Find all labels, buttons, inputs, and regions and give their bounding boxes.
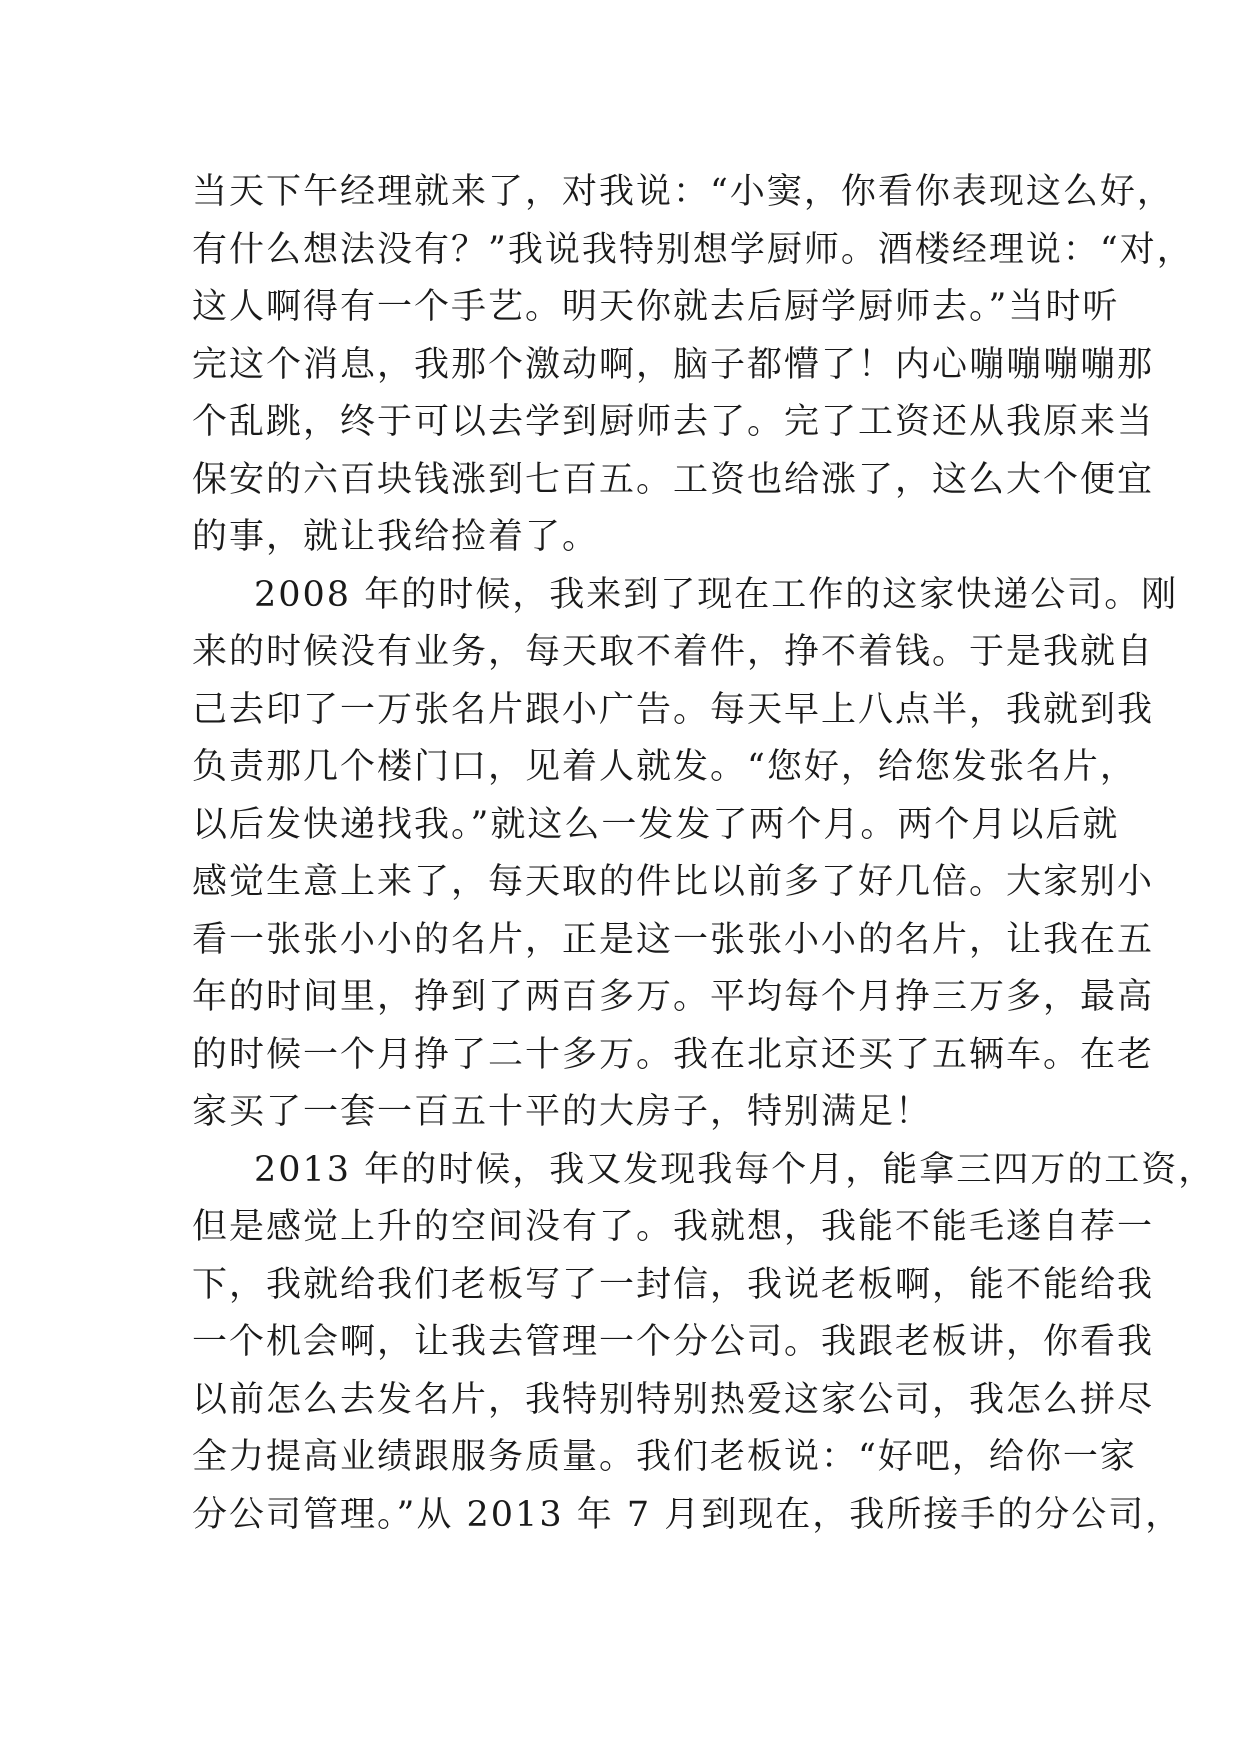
text-line: 年的时间里，挣到了两百多万。平均每个月挣三万多，最高 [192,977,1155,1017]
text-line: 以后发快递找我。”就这么一发发了两个月。两个月以后就 [192,804,1120,845]
text-line: 的事，就让我给捡着了。 [192,517,600,557]
text-line: 这人啊得有一个手艺。明天你就去后厨学厨师去。”当时听 [192,287,1120,327]
text-line: 但是感觉上升的空间没有了。我就想，我能不能毛遂自荐一 [192,1207,1155,1247]
text-line: 保安的六百块钱涨到七百五。工资也给涨了，这么大个便宜 [192,459,1155,500]
text-line: 己去印了一万张名片跟小广告。每天早上八点半，我就到我 [192,689,1155,730]
paragraph-2 [192,567,1179,1142]
text-line: 来的时候没有业务，每天取不着件，挣不着钱。于是我就自 [192,632,1155,672]
text-line: 的时候一个月挣了二十多万。我在北京还买了五辆车。在老 [192,1034,1155,1075]
text-line: 2008 年的时候，我来到了现在工作的这家快递公司。刚 [254,574,1179,615]
text-line: 有什么想法没有？”我说我特别想学厨师。酒楼经理说：“对， [192,229,1194,270]
text-line: 全力提高业绩跟服务质量。我们老板说：“好吧，给你一家 [192,1437,1137,1477]
text-line: 2013 年的时候，我又发现我每个月，能拿三四万的工资， [254,1149,1216,1190]
paragraph-3 [192,1142,1216,1545]
text-line: 分公司管理。”从 2013 年 7 月到现在，我所接手的分公司， [192,1494,1183,1535]
text-line: 个乱跳，终于可以去学到厨师去了。完了工资还从我原来当 [192,402,1155,442]
text-line: 当天下午经理就来了，对我说：“小窦，你看你表现这么好， [192,172,1174,212]
text-line: 家买了一套一百五十平的大房子，特别满足！ [192,1092,933,1132]
text-line: 负责那几个楼门口，见着人就发。“您好，给您发张名片， [192,747,1137,787]
body-text [192,164,1216,1544]
paragraph-1 [192,164,1194,567]
text-line: 以前怎么去发名片，我特别特别热爱这家公司，我怎么拼尽 [192,1379,1155,1420]
text-line: 下，我就给我们老板写了一封信，我说老板啊，能不能给我 [192,1264,1155,1305]
text-line: 完这个消息，我那个激动啊，脑子都懵了！内心嘣嘣嘣嘣那 [192,344,1155,385]
text-line: 一个机会啊，让我去管理一个分公司。我跟老板讲，你看我 [192,1322,1155,1362]
text-line: 感觉生意上来了，每天取的件比以前多了好几倍。大家别小 [192,862,1155,902]
text-line: 看一张张小小的名片，正是这一张张小小的名片，让我在五 [192,919,1155,960]
